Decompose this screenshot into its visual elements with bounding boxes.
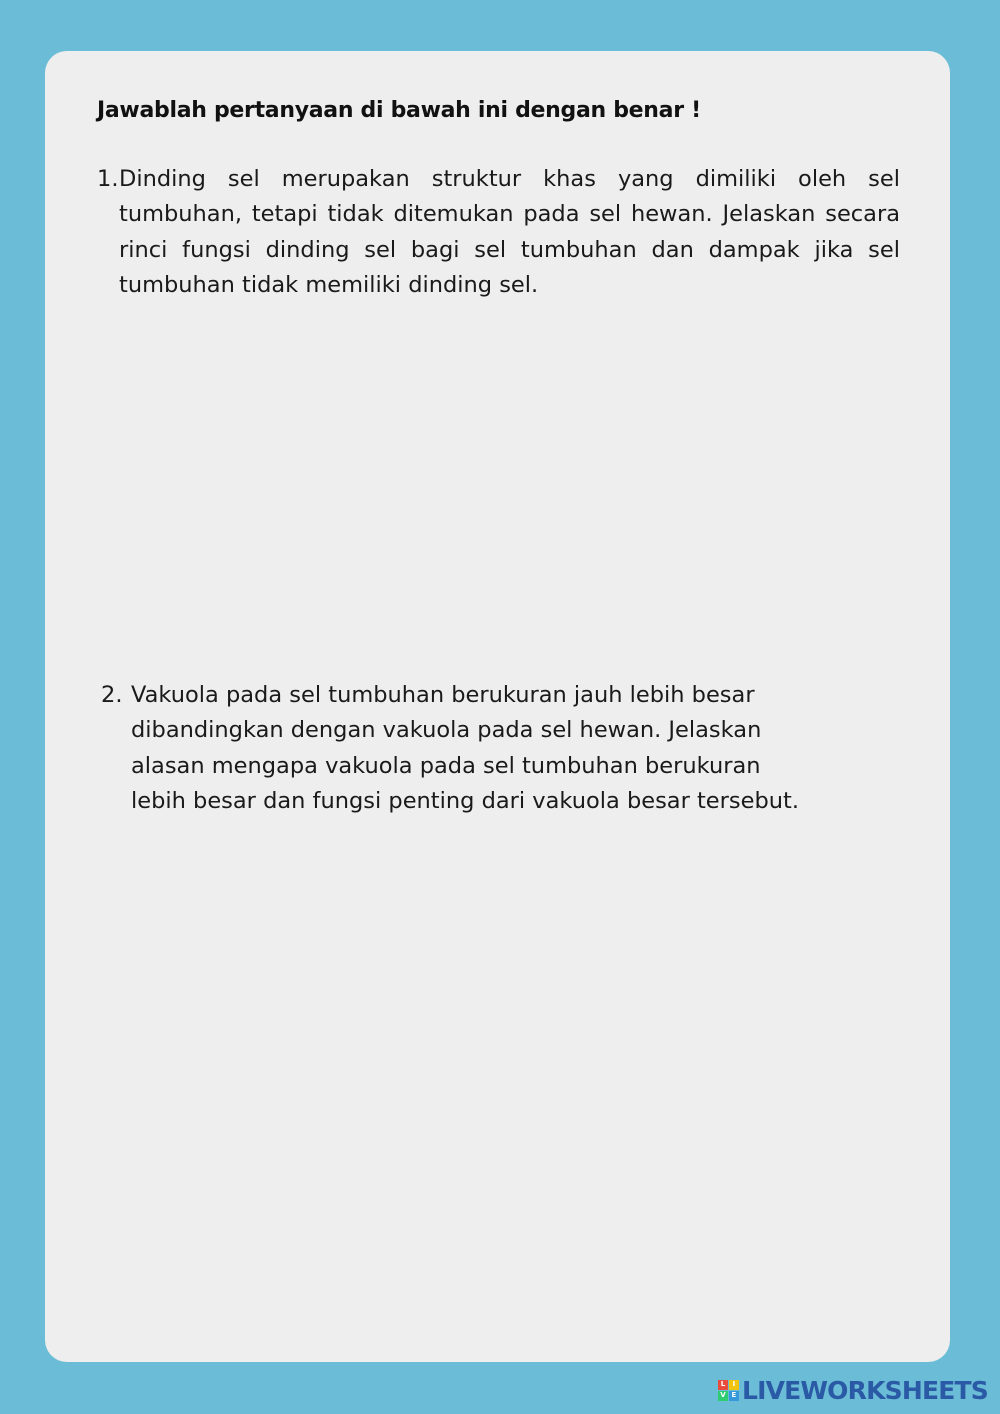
question-2-text — [131, 678, 901, 820]
question-1 — [97, 162, 900, 304]
question-2-number: 2. — [101, 682, 123, 708]
logo-letter-l: L — [718, 1380, 728, 1390]
instruction-heading: Jawablah pertanyaan di bawah ini dengan benar ! — [97, 98, 701, 123]
liveworksheets-logo-icon — [718, 1380, 739, 1401]
question-2 — [101, 678, 901, 820]
logo-letter-e: E — [729, 1391, 739, 1401]
logo-letter-v: V — [718, 1391, 728, 1401]
brand-name: LIVEWORKSHEETS — [741, 1375, 988, 1405]
logo-letter-i: I — [729, 1380, 739, 1390]
question-1-text: Dinding sel merupakan struktur khas yang dimiliki oleh sel tumbuhan, tetapi tidak ditemukan pada sel hewan. Jelaskan secara rinci fungsi dinding sel bagi sel tumbuhan dan dampak jika sel tumbuhan tidak memiliki dinding sel. — [119, 166, 900, 299]
question-2-line-1: Vakuola pada sel tumbuhan berukuran jauh lebih besar — [131, 682, 755, 708]
question-2-line-4: lebih besar dan fungsi penting dari vakuola besar tersebut. — [131, 788, 799, 815]
question-2-line-3: alasan mengapa vakuola pada sel tumbuhan berukuran — [131, 752, 761, 779]
answer-area-1[interactable] — [97, 320, 900, 660]
liveworksheets-branding — [718, 1374, 988, 1406]
question-1-number: 1. — [97, 166, 119, 192]
question-2-line-2: dibandingkan dengan vakuola pada sel hewan. Jelaskan — [131, 717, 762, 744]
answer-area-2[interactable] — [97, 835, 900, 1335]
